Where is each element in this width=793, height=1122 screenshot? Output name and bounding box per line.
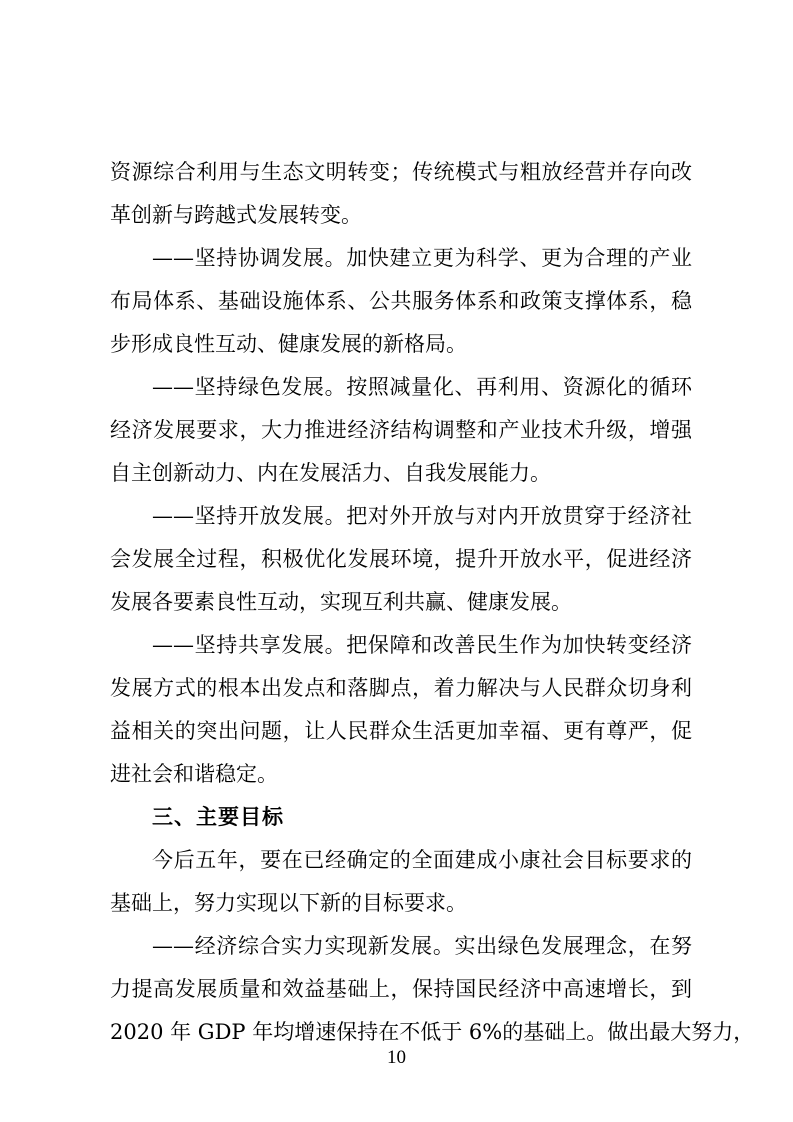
body-text-line: 2020 年 GDP 年均增速保持在不低于 6%的基础上。做出最大努力，	[110, 1020, 755, 1044]
page-number: 10	[387, 1047, 406, 1068]
body-text-line: 布局体系、基础设施体系、公共服务体系和政策支撑体系，稳	[110, 289, 692, 313]
body-text-line: 益相关的突出问题，让人民群众生活更加幸福、更有尊严，促	[110, 719, 692, 743]
body-text-line: 力提高发展质量和效益基础上，保持国民经济中高速增长，到	[110, 977, 692, 1001]
body-text-line: 自主创新动力、内在发展活力、自我发展能力。	[110, 461, 551, 485]
body-text-line: 发展各要素良性互动，实现互利共赢、健康发展。	[110, 590, 572, 614]
section-heading: 三、主要目标	[152, 805, 284, 829]
body-text-line: ——坚持协调发展。加快建立更为科学、更为合理的产业	[152, 246, 692, 270]
body-text-line: 经济发展要求，大力推进经济结构调整和产业技术升级，增强	[110, 418, 692, 442]
body-text-line: 进社会和谐稳定。	[110, 762, 278, 786]
body-text-line: ——坚持共享发展。把保障和改善民生作为加快转变经济	[152, 633, 692, 657]
body-text-line: 革创新与跨越式发展转变。	[110, 203, 362, 227]
body-text-line: 发展方式的根本出发点和落脚点，着力解决与人民群众切身利	[110, 676, 692, 700]
body-text-line: 资源综合利用与生态文明转变；传统模式与粗放经营并存向改	[110, 160, 692, 184]
body-text-line: 步形成良性互动、健康发展的新格局。	[110, 332, 467, 356]
body-text-line: 基础上，努力实现以下新的目标要求。	[110, 891, 467, 915]
body-text-line: 会发展全过程，积极优化发展环境，提升开放水平，促进经济	[110, 547, 692, 571]
body-text-line: ——坚持绿色发展。按照减量化、再利用、资源化的循环	[152, 375, 692, 399]
body-text-line: 今后五年，要在已经确定的全面建成小康社会目标要求的	[152, 848, 692, 872]
body-text-line: ——坚持开放发展。把对外开放与对内开放贯穿于经济社	[152, 504, 692, 528]
body-text-line: ——经济综合实力实现新发展。实出绿色发展理念，在努	[152, 934, 692, 958]
